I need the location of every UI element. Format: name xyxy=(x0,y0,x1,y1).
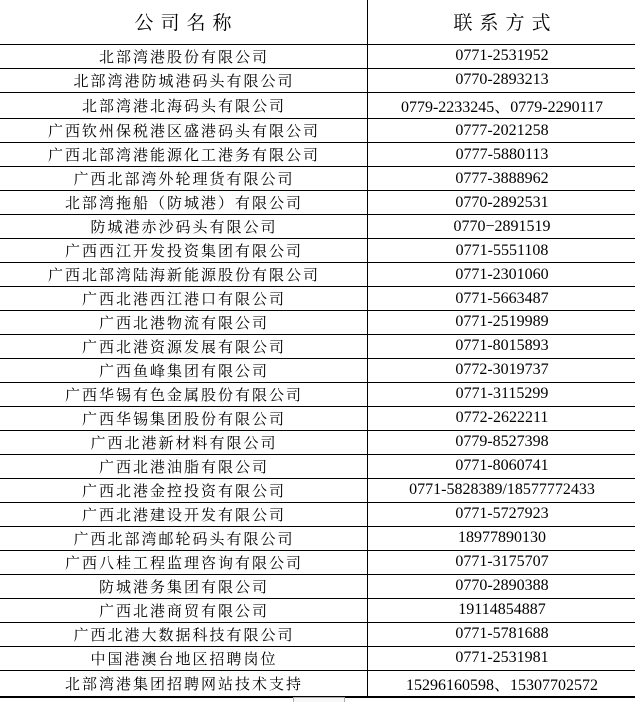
column-header-contact-method: 联系方式 xyxy=(368,0,635,45)
company-name-cell: 北部湾拖船（防城港）有限公司 xyxy=(0,191,368,215)
table-row xyxy=(0,263,635,287)
company-name-cell: 防城港务集团有限公司 xyxy=(0,574,368,598)
company-name-cell: 北部湾港防城港码头有限公司 xyxy=(0,68,368,92)
contact-number-cell: 0771-2531981 xyxy=(368,646,635,670)
contact-number-cell: 0777-3888962 xyxy=(368,167,635,191)
company-name-cell: 广西北港油脂有限公司 xyxy=(0,454,368,478)
company-name-cell: 广西北港大数据科技有限公司 xyxy=(0,622,368,646)
table-row xyxy=(0,646,635,670)
contact-number-cell: 0779-2233245、0779-2290117 xyxy=(368,92,635,118)
table-row xyxy=(0,598,635,622)
company-name-cell: 广西八桂工程监理咨询有限公司 xyxy=(0,550,368,574)
company-name-cell: 广西北港商贸有限公司 xyxy=(0,598,368,622)
table-row xyxy=(0,215,635,239)
table-row xyxy=(0,550,635,574)
company-name-cell: 广西北港建设开发有限公司 xyxy=(0,502,368,526)
contact-number-cell: 0771-3175707 xyxy=(368,550,635,574)
company-name-cell: 广西北港西江港口有限公司 xyxy=(0,287,368,311)
table-row xyxy=(0,382,635,406)
table-row xyxy=(0,622,635,646)
company-name-cell: 广西西江开发投资集团有限公司 xyxy=(0,239,368,263)
company-name-cell: 广西华锡有色金属股份有限公司 xyxy=(0,382,368,406)
contact-number-cell: 0770-2893213 xyxy=(368,68,635,92)
company-name-cell: 广西钦州保税港区盛港码头有限公司 xyxy=(0,119,368,143)
contact-number-cell: 0770-2890388 xyxy=(368,574,635,598)
contact-number-cell: 0771-5828389/18577772433 xyxy=(368,478,635,502)
header-row xyxy=(0,0,635,45)
table-row xyxy=(0,143,635,167)
contact-number-cell: 0779-8527398 xyxy=(368,430,635,454)
table-row xyxy=(0,92,635,118)
company-name-cell: 防城港赤沙码头有限公司 xyxy=(0,215,368,239)
table-row xyxy=(0,574,635,598)
contact-number-cell: 18977890130 xyxy=(368,526,635,550)
company-name-cell: 广西北港金控投资有限公司 xyxy=(0,478,368,502)
company-name-cell: 北部湾港北海码头有限公司 xyxy=(0,92,368,118)
contact-number-cell: 0771-8060741 xyxy=(368,454,635,478)
table-row xyxy=(0,670,635,697)
table-row xyxy=(0,119,635,143)
table-row xyxy=(0,167,635,191)
table-header xyxy=(0,0,635,45)
contact-number-cell: 0770−2891519 xyxy=(368,215,635,239)
table-row xyxy=(0,502,635,526)
company-name-cell: 广西北部湾邮轮码头有限公司 xyxy=(0,526,368,550)
table-row xyxy=(0,68,635,92)
contact-number-cell: 0771-2301060 xyxy=(368,263,635,287)
company-name-cell: 北部湾港股份有限公司 xyxy=(0,45,368,69)
contact-number-cell: 0771-2531952 xyxy=(368,45,635,69)
company-name-cell: 广西鱼峰集团有限公司 xyxy=(0,358,368,382)
table-row xyxy=(0,454,635,478)
contact-number-cell: 0772-2622211 xyxy=(368,406,635,430)
company-name-cell: 广西华锡集团股份有限公司 xyxy=(0,406,368,430)
table-row xyxy=(0,45,635,69)
table-row xyxy=(0,334,635,358)
contact-number-cell: 0777-5880113 xyxy=(368,143,635,167)
company-name-cell: 广西北部湾外轮理货有限公司 xyxy=(0,167,368,191)
contact-number-cell: 0771-2519989 xyxy=(368,311,635,335)
table-row xyxy=(0,478,635,502)
company-name-cell: 广西北港新材料有限公司 xyxy=(0,430,368,454)
table-row xyxy=(0,358,635,382)
contact-number-cell: 0771-5663487 xyxy=(368,287,635,311)
contact-number-cell: 0777-2021258 xyxy=(368,119,635,143)
table-row xyxy=(0,430,635,454)
column-header-company-name: 公司名称 xyxy=(0,0,368,45)
contact-number-cell: 0771-3115299 xyxy=(368,382,635,406)
company-name-cell: 中国港澳台地区招聘岗位 xyxy=(0,646,368,670)
contact-number-cell: 15296160598、15307702572 xyxy=(368,670,635,697)
company-name-cell: 广西北港资源发展有限公司 xyxy=(0,334,368,358)
contact-number-cell: 0770-2892531 xyxy=(368,191,635,215)
company-name-cell: 广西北部湾陆海新能源股份有限公司 xyxy=(0,263,368,287)
table-row xyxy=(0,311,635,335)
contact-number-cell: 0772-3019737 xyxy=(368,358,635,382)
contact-number-cell: 0771-5781688 xyxy=(368,622,635,646)
company-name-cell: 北部湾港集团招聘网站技术支持 xyxy=(0,670,368,697)
table-body xyxy=(0,45,635,698)
table-row xyxy=(0,239,635,263)
company-name-cell: 广西北部湾港能源化工港务有限公司 xyxy=(0,143,368,167)
table-row xyxy=(0,191,635,215)
table-row xyxy=(0,526,635,550)
table-row xyxy=(0,287,635,311)
company-name-cell: 广西北港物流有限公司 xyxy=(0,311,368,335)
contact-number-cell: 0771-8015893 xyxy=(368,334,635,358)
table-row xyxy=(0,406,635,430)
contact-number-cell: 0771-5727923 xyxy=(368,502,635,526)
contact-number-cell: 19114854887 xyxy=(368,598,635,622)
contact-number-cell: 0771-5551108 xyxy=(368,239,635,263)
